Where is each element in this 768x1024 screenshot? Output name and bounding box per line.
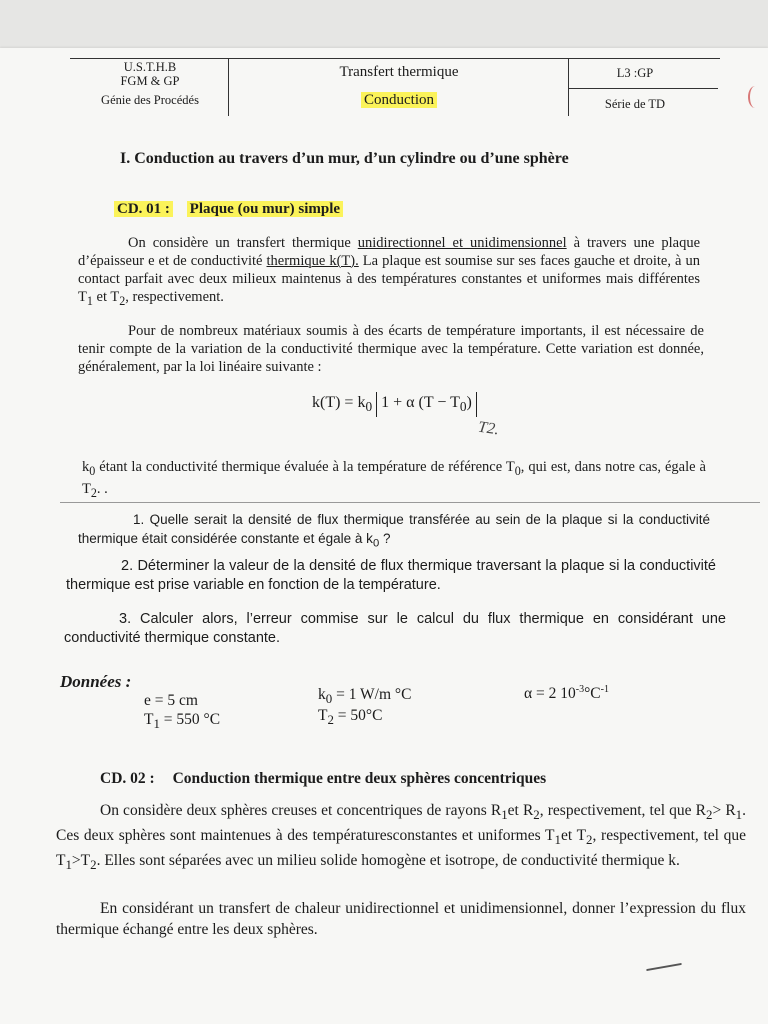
header-divider-right xyxy=(568,58,569,116)
cd02-paragraph-2: En considérant un transfert de chaleur unidirectionnel et unidimensionnel, donner l’expression du flux thermique échangé entre les deux sphères. xyxy=(56,900,746,938)
cd01-label: CD. 01 : xyxy=(114,201,173,217)
cd02-title: Conduction thermique entre deux sphères concentriques xyxy=(172,770,547,787)
cd02-paragraph-1: On considère deux sphères creuses et concentriques de rayons $R_1et$ $R_2$, respectivement, tel que $R_2> R_1$. Ces deux sphères sont maintenues à des températuresconstantes et uniformes $T_1et$ $T_2$, respectivement, tel que $T_1>T_2$. Elles sont séparées avec un milieu solide homogène et isotrope, de conductivité thermique k. xyxy=(56,802,746,873)
header-institution xyxy=(80,60,220,107)
cd02-label: CD. 02 : xyxy=(100,770,155,787)
topic-title: Conduction xyxy=(361,92,437,108)
cd02-heading xyxy=(100,770,546,788)
data-k0: $k_0 = 1$ W/m °C xyxy=(318,686,412,707)
data-alpha: α = 2 $10^{-3}^\circ C^{-1}$ xyxy=(524,684,609,703)
question-1: 1. Quelle serait la densité de flux thermique transférée au sein de la plaque si la conductivité thermique était considérée constante et égale à $k_0$ ? xyxy=(78,512,710,550)
cd01-title: Plaque (ou mur) simple xyxy=(187,201,343,217)
cd01-paragraph-2: Pour de nombreux matériaux soumis à des écarts de température importants, il est nécessaire de tenir compte de la variation de la conductivité thermique avec la température. Cette variation est donnée, généralement, par la loi linéaire suivante : xyxy=(78,323,704,375)
header-divider-left xyxy=(228,58,229,116)
department-name: Génie des Procédés xyxy=(101,92,199,107)
class-level: L3 :GP xyxy=(616,66,654,80)
data-T1: $T_1 = 550$ °C xyxy=(144,711,221,732)
cd01-heading xyxy=(114,201,343,218)
header-right-rule xyxy=(568,88,718,89)
red-ink-mark xyxy=(748,86,762,108)
page-fold-line xyxy=(60,502,760,503)
data-title: Données : xyxy=(60,672,132,691)
data-thickness: e = 5 cm xyxy=(144,692,198,709)
header-topic-wrap xyxy=(232,92,566,109)
course-title: Transfert thermique xyxy=(339,64,459,80)
handwritten-annotation: T2. xyxy=(476,418,501,439)
faculty-name: FGM & GP xyxy=(120,74,180,89)
worksheet-type: Série de TD xyxy=(604,97,666,111)
section-title: I. Conduction au travers d’un mur, d’un cylindre ou d’une sphère xyxy=(120,150,569,167)
conductivity-formula: $k(T) = k_0$ 1 + α $(T - T_0)$ xyxy=(312,392,477,417)
data-T2: $T_2 = 50^\circ C$ xyxy=(318,707,383,728)
cd01-paragraph-3: $k_0$ étant la conductivité thermique évaluée à la température de référence $T_0$, qui est, dans notre cas, égale à $T_2$. . xyxy=(82,459,706,500)
cd01-paragraph-1: On considère un transfert thermique unidirectionnel et unidimensionnel à travers une plaque d’épaisseur e et de conductivité thermique k(T). La plaque est soumise sur ses faces gauche et droite, à un contact parfait avec deux milieux maintenus à des températures constantes et uniformes mais différentes $T_1$ et $T_2$, respectivement. xyxy=(78,235,701,308)
question-2: 2. Déterminer la valeur de la densité de flux thermique traversant la plaque si la conductivité thermique est prise variable en fonction de la température. xyxy=(66,558,716,593)
question-3: 3. Calculer alors, l’erreur commise sur le calcul du flux thermique en considérant une conductivité thermique constante. xyxy=(64,611,726,646)
header-course xyxy=(232,64,566,81)
header-top-rule xyxy=(70,58,720,59)
institution-name: U.S.T.H.B xyxy=(123,60,177,74)
